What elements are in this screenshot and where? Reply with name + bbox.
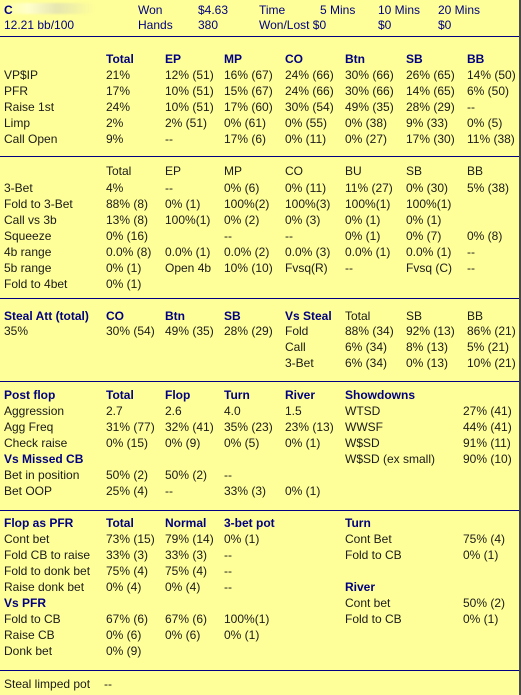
turn-stat-value: 75% (4) — [463, 532, 506, 546]
stat-row-label: Squeeze — [4, 229, 52, 243]
stat-cell: -- — [224, 564, 232, 578]
value-20-mins: $0 — [438, 18, 452, 32]
stat-cell: 24% (66) — [285, 84, 334, 98]
stat-cell: -- — [467, 245, 475, 259]
stat-cell: 67% (6) — [165, 612, 208, 626]
col-10-mins: 10 Mins — [378, 3, 421, 17]
stat-cell: 4% — [106, 181, 124, 195]
stat-row-label: Agg Freq — [4, 420, 54, 434]
stat-cell: 0% (6) — [224, 181, 260, 195]
steal-btn-header: Btn — [165, 309, 185, 323]
stat-cell: 0% (3) — [285, 213, 321, 227]
stat-row-label: PFR — [4, 84, 28, 98]
river-stat-label: Fold to CB — [345, 612, 402, 626]
stat-cell: 0% (6) — [165, 628, 201, 642]
flop-pfr-col-header: 3-bet pot — [224, 516, 275, 530]
stat-cell: 50% (2) — [106, 468, 149, 482]
stat-cell: 0% (1) — [224, 628, 260, 642]
steal-btn-value: 49% (35) — [165, 324, 214, 338]
stat-cell: 0% (1) — [345, 213, 381, 227]
showdown-value: 44% (41) — [463, 420, 512, 434]
stat-cell: -- — [467, 100, 475, 114]
threebet-col-header: MP — [224, 164, 242, 178]
river-stat-label: Cont bet — [345, 596, 391, 610]
bb-per-100: 12.21 bb/100 — [4, 18, 75, 32]
stat-cell: 100%(2) — [224, 197, 270, 211]
stat-cell: 5% (38) — [467, 181, 510, 195]
stat-row-label: Raise donk bet — [4, 580, 85, 594]
stat-cell: 2% — [106, 116, 124, 130]
stat-cell: Open 4b — [165, 261, 212, 275]
stat-cell: 17% (6) — [224, 132, 267, 146]
stat-row-label: Call vs 3b — [4, 213, 57, 227]
stat-cell: 100%(1) — [406, 197, 452, 211]
separator — [0, 298, 519, 299]
stat-cell: 0% (1) — [106, 277, 142, 291]
stat-cell: 0% (11) — [285, 132, 327, 146]
showdown-label: WTSD — [345, 404, 381, 418]
turn-stat-label: Cont Bet — [345, 532, 392, 546]
stat-cell: 9% (33) — [406, 116, 449, 130]
stat-cell: 12% (51) — [165, 68, 214, 82]
stat-cell: 0% (1) — [345, 229, 381, 243]
showdown-value: 90% (10) — [463, 452, 512, 466]
stat-cell: 14% (50) — [467, 68, 516, 82]
vs-steal-title: Vs Steal — [285, 309, 332, 323]
stat-cell: 17% (60) — [224, 100, 273, 114]
stat-cell: -- — [165, 484, 173, 498]
stat-cell: 100%(1) — [224, 612, 270, 626]
stat-row-label: Aggression — [4, 404, 65, 418]
stat-cell: 49% (35) — [345, 100, 394, 114]
col-20-mins: 20 Mins — [438, 3, 481, 17]
stat-cell: 88% (8) — [106, 197, 149, 211]
separator — [0, 156, 519, 157]
steal-title: Steal Att (total) — [4, 309, 89, 323]
turn-title: Turn — [345, 516, 371, 530]
stat-row-label: VP$IP — [4, 68, 39, 82]
stat-cell: 0% (61) — [224, 116, 267, 130]
stat-cell: 31% (77) — [106, 420, 155, 434]
stat-row-label: 4b range — [4, 245, 52, 259]
stat-row-label: Bet in position — [4, 468, 80, 482]
stat-cell: 0% (30) — [406, 181, 449, 195]
stat-cell: 32% (41) — [165, 420, 214, 434]
flop-pfr-col-header: Normal — [165, 516, 207, 530]
stat-cell: -- — [345, 261, 353, 275]
stat-cell: 25% (4) — [106, 484, 149, 498]
stat-row-label: Fold — [285, 324, 309, 338]
player-name-redacted — [0, 3, 95, 14]
stat-cell: 100%(1) — [165, 213, 211, 227]
postflop-col-header: Total — [106, 388, 134, 402]
stat-cell: 0% (13) — [406, 356, 449, 370]
stat-cell: 2.7 — [106, 404, 123, 418]
stat-cell: 0.0% (1) — [345, 245, 391, 259]
stat-cell: 0% (1) — [406, 213, 442, 227]
stat-cell: 28% (29) — [406, 100, 455, 114]
stat-cell: 67% (6) — [106, 612, 149, 626]
stat-cell: 75% (4) — [165, 564, 208, 578]
stat-row-label: Bet OOP — [4, 484, 53, 498]
stat-cell: 17% — [106, 84, 131, 98]
stat-cell: 33% (3) — [224, 484, 267, 498]
stat-cell: -- — [165, 132, 173, 146]
showdown-value: 91% (11) — [463, 436, 511, 450]
stat-cell: 10% (21) — [467, 356, 516, 370]
stat-cell: 0% (9) — [106, 644, 142, 658]
stat-cell: 0% (55) — [285, 116, 328, 130]
stat-cell: 100%(1) — [345, 197, 391, 211]
threebet-col-header: SB — [406, 164, 423, 178]
stat-cell: 23% (13) — [285, 420, 334, 434]
stat-cell: 15% (67) — [224, 84, 273, 98]
preflop-col-header: BB — [467, 52, 485, 66]
stat-cell: -- — [224, 548, 232, 562]
value-10-mins: $0 — [378, 18, 392, 32]
stat-row-label: Donk bet — [4, 644, 53, 658]
hands-value: 380 — [198, 18, 219, 32]
won-value: $4.63 — [198, 3, 229, 17]
stat-row-label: Limp — [4, 116, 31, 130]
stat-cell: 0.0% (1) — [165, 245, 211, 259]
stat-cell: -- — [224, 229, 232, 243]
stat-row-label: Raise 1st — [4, 100, 55, 114]
stat-cell: 0.0% (1) — [406, 245, 452, 259]
stat-cell: 0% (38) — [345, 116, 388, 130]
stat-cell: 21% — [106, 68, 131, 82]
stat-cell: 0% (8) — [467, 229, 503, 243]
stat-cell: 26% (65) — [406, 68, 455, 82]
stat-cell: 75% (4) — [106, 564, 149, 578]
stat-cell: 30% (66) — [345, 68, 394, 82]
preflop-col-header: CO — [285, 52, 303, 66]
stat-cell: 24% — [106, 100, 131, 114]
turn-stat-value: 0% (1) — [463, 548, 499, 562]
stat-row-label: 3-Bet — [4, 181, 33, 195]
stat-cell: 4.0 — [224, 404, 241, 418]
stat-cell: -- — [165, 181, 173, 195]
vs-steal-col-header: Total — [345, 309, 371, 323]
stat-cell: 73% (15) — [106, 532, 155, 546]
postflop-title: Post flop — [4, 388, 56, 402]
flop-pfr-col-header: Total — [106, 516, 134, 530]
flop-as-pfr-title: Flop as PFR — [4, 516, 74, 530]
turn-stat-label: Fold to CB — [345, 548, 402, 562]
stat-row-label: Raise CB — [4, 628, 55, 642]
vs-steal-col-header: BB — [467, 309, 484, 323]
time-label: Time — [259, 3, 286, 17]
stat-cell: 0% (15) — [106, 436, 149, 450]
stat-cell: 0% (27) — [345, 132, 388, 146]
steal-total: 35% — [4, 324, 29, 338]
stat-row-label: 5b range — [4, 261, 52, 275]
stat-cell: 0% (11) — [285, 181, 327, 195]
stat-cell: 33% (3) — [165, 548, 208, 562]
steal-co-value: 30% (54) — [106, 324, 155, 338]
wonlost-label: Won/Lost $0 — [259, 18, 327, 32]
stat-cell: 100%(3) — [285, 197, 331, 211]
stat-cell: 5% (21) — [467, 340, 510, 354]
steal-co-header: CO — [106, 309, 124, 323]
stat-cell: 0% (7) — [406, 229, 442, 243]
stat-cell: Fvsq (C) — [406, 261, 452, 275]
stat-cell: 0% (16) — [106, 229, 149, 243]
separator — [0, 510, 519, 511]
col-5-mins: 5 Mins — [320, 3, 356, 17]
stat-cell: 0% (1) — [106, 261, 142, 275]
stat-cell: 24% (66) — [285, 68, 334, 82]
threebet-col-header: Total — [106, 164, 132, 178]
steal-sb-header: SB — [224, 309, 241, 323]
vs-missed-cb-title: Vs Missed CB — [4, 452, 84, 466]
showdown-value: 27% (41) — [463, 404, 512, 418]
stat-cell: 10% (51) — [165, 100, 214, 114]
stat-cell: 0% (5) — [467, 116, 503, 130]
stat-cell: 30% (66) — [345, 84, 394, 98]
showdown-label: W$SD (ex small) — [345, 452, 436, 466]
stat-cell: 16% (67) — [224, 68, 273, 82]
stat-cell: 0% (1) — [165, 197, 201, 211]
preflop-col-header: SB — [406, 52, 423, 66]
stat-cell: 6% (34) — [345, 356, 388, 370]
stat-cell: 6% (34) — [345, 340, 388, 354]
stat-row-label: Cont bet — [4, 532, 50, 546]
separator — [0, 36, 519, 37]
stat-cell: 0.0% (8) — [106, 245, 152, 259]
stat-cell: 0% (6) — [106, 628, 142, 642]
stat-cell: -- — [224, 580, 232, 594]
won-label: Won — [138, 3, 163, 17]
steal-sb-value: 28% (29) — [224, 324, 273, 338]
postflop-col-header: Flop — [165, 388, 191, 402]
separator — [0, 670, 519, 671]
stat-cell: 35% (23) — [224, 420, 273, 434]
vs-pfr-title: Vs PFR — [4, 596, 47, 610]
stat-cell: Fvsq(R) — [285, 261, 328, 275]
river-title: River — [345, 580, 376, 594]
stat-row-label: Fold CB to raise — [4, 548, 91, 562]
player-name: C — [4, 3, 13, 17]
threebet-col-header: EP — [165, 164, 182, 178]
stat-row-label: Fold to donk bet — [4, 564, 91, 578]
showdown-label: WWSF — [345, 420, 383, 434]
stat-cell: 50% (2) — [165, 468, 208, 482]
stat-cell: 0% (9) — [165, 436, 201, 450]
showdown-label: W$SD — [345, 436, 380, 450]
stat-cell: 0.0% (2) — [224, 245, 270, 259]
hands-label: Hands — [138, 18, 173, 32]
stat-cell: 79% (14) — [165, 532, 214, 546]
stat-cell: -- — [285, 229, 293, 243]
stat-row-label: Call Open — [4, 132, 58, 146]
river-stat-value: 50% (2) — [463, 596, 506, 610]
preflop-col-header: Total — [106, 52, 134, 66]
stat-cell: 14% (65) — [406, 84, 455, 98]
stat-cell: 86% (21) — [467, 324, 516, 338]
vs-steal-col-header: SB — [406, 309, 423, 323]
stat-row-label: Fold to 3-Bet — [4, 197, 73, 211]
stat-cell: 2.6 — [165, 404, 182, 418]
stat-cell: 0% (4) — [106, 580, 142, 594]
threebet-col-header: BU — [345, 164, 362, 178]
stat-cell: 92% (13) — [406, 324, 455, 338]
stat-cell: 0% (1) — [224, 532, 260, 546]
stat-cell: 33% (3) — [106, 548, 149, 562]
stat-row-label: Call — [285, 340, 306, 354]
stat-cell: 11% (38) — [467, 132, 515, 146]
stat-cell: 8% (13) — [406, 340, 449, 354]
stat-cell: 2% (51) — [165, 116, 208, 130]
stat-cell: -- — [224, 468, 232, 482]
steal-limped-label: Steal limped pot — [4, 677, 91, 691]
stat-cell: 0.0% (3) — [285, 245, 331, 259]
postflop-col-header: Turn — [224, 388, 250, 402]
preflop-col-header: MP — [224, 52, 242, 66]
stat-cell: 9% — [106, 132, 124, 146]
stat-cell: 88% (34) — [345, 324, 394, 338]
stat-cell: 13% (8) — [106, 213, 149, 227]
stat-cell: 0% (1) — [285, 436, 321, 450]
stat-row-label: Fold to 4bet — [4, 277, 68, 291]
stat-row-label: 3-Bet — [285, 356, 314, 370]
stat-cell: 0% (2) — [224, 213, 260, 227]
stat-row-label: Fold to CB — [4, 612, 61, 626]
stat-cell: 30% (54) — [285, 100, 334, 114]
threebet-col-header: BB — [467, 164, 484, 178]
stat-cell: -- — [467, 261, 475, 275]
stat-cell: 17% (30) — [406, 132, 455, 146]
stat-cell: 10% (10) — [224, 261, 273, 275]
stat-cell: 10% (51) — [165, 84, 214, 98]
separator — [0, 381, 519, 382]
stat-cell: 11% (27) — [345, 181, 393, 195]
stat-cell: 0% (5) — [224, 436, 260, 450]
preflop-col-header: EP — [165, 52, 182, 66]
steal-limped-value: -- — [104, 677, 112, 691]
preflop-col-header: Btn — [345, 52, 365, 66]
threebet-col-header: CO — [285, 164, 303, 178]
postflop-col-header: River — [285, 388, 316, 402]
stat-cell: 6% (50) — [467, 84, 510, 98]
river-stat-value: 0% (1) — [463, 612, 499, 626]
showdowns-title: Showdowns — [345, 388, 415, 402]
stat-cell: 1.5 — [285, 404, 302, 418]
stat-row-label: Check raise — [4, 436, 68, 450]
stat-cell: 0% (1) — [285, 484, 321, 498]
stat-cell: 0% (4) — [165, 580, 201, 594]
